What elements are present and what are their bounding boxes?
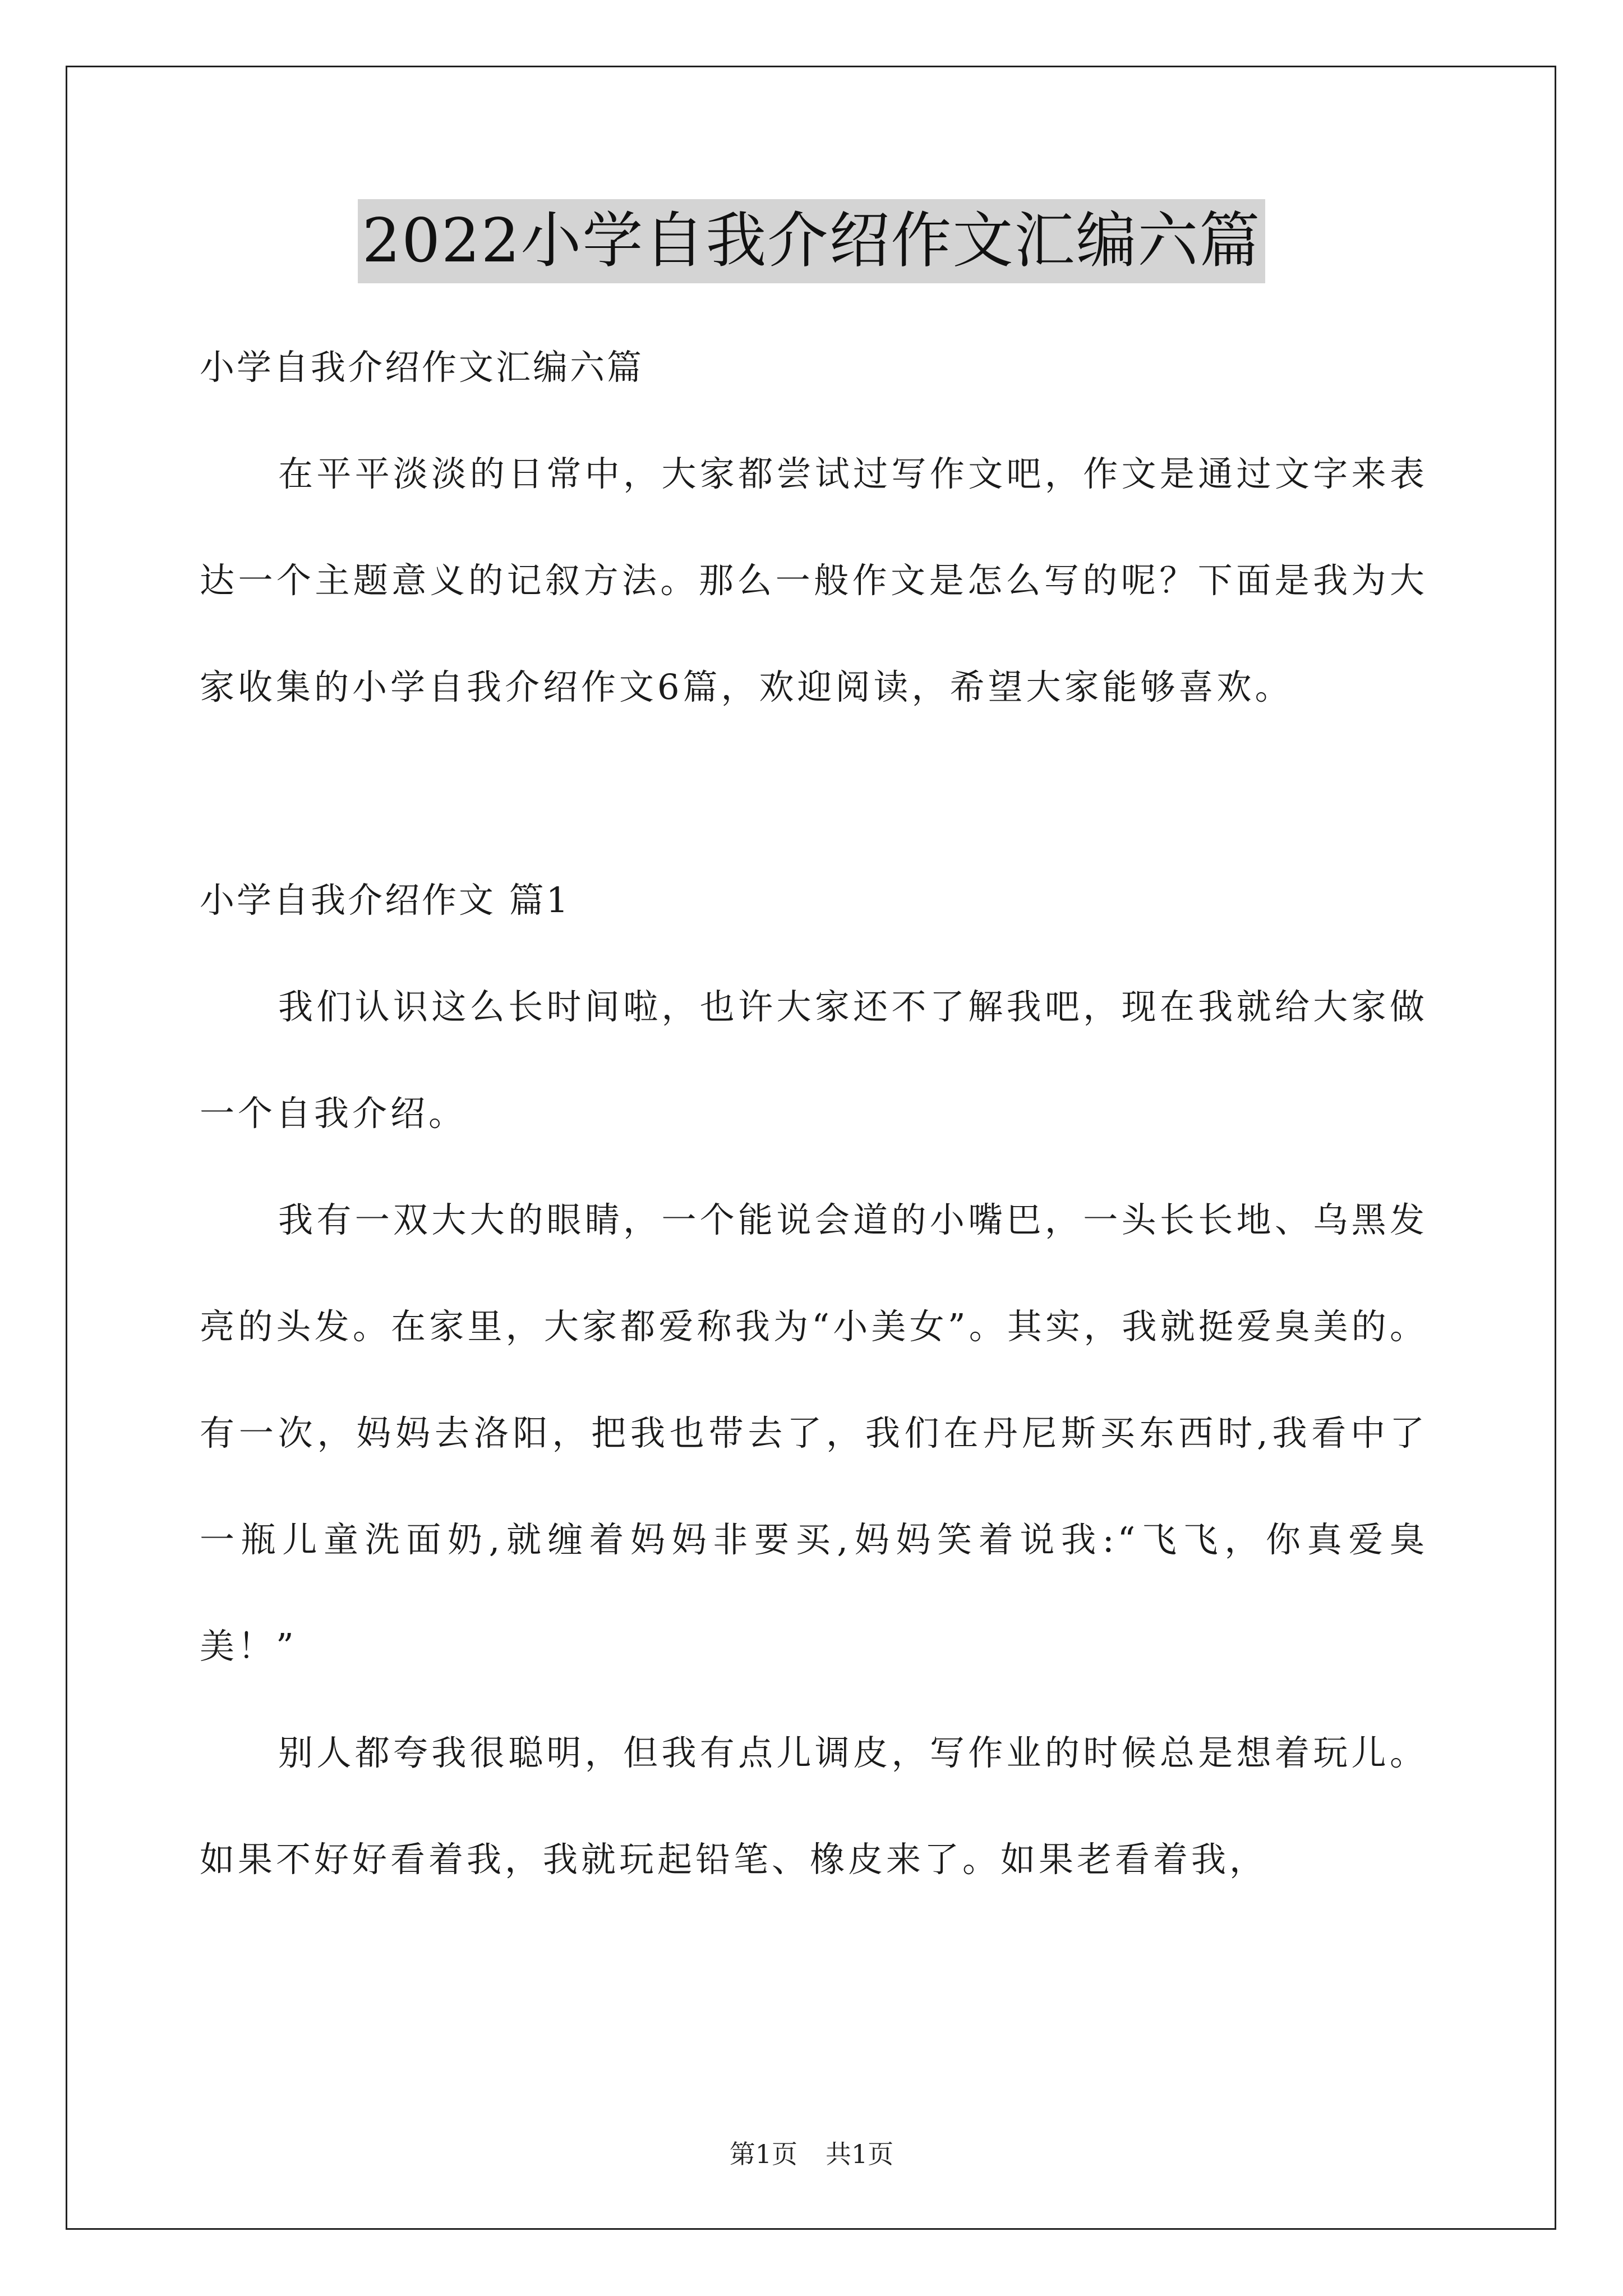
body-paragraph: 我们认识这么长时间啦，也许大家还不了解我吧，现在我就给大家做一个自我介绍。 <box>200 986 1428 1134</box>
section-spacer <box>200 740 1428 847</box>
document-subtitle: 小学自我介绍作文汇编六篇 <box>200 347 644 388</box>
page-number: 第1页 <box>729 2139 797 2169</box>
page-total: 共1页 <box>826 2139 894 2169</box>
body-paragraph: 我有一双大大的眼睛，一个能说会道的小嘴巴，一头长长地、乌黑发亮的头发。在家里，大家都爱称我为“小美女”。其实，我就挺爱臭美的。有一次，妈妈去洛阳，把我也带去了，我们在丹尼斯买东西时,我看中了一瓶儿童洗面奶,就缠着妈妈非要买,妈妈笑着说我:“飞飞，你真爱臭美！” <box>200 1199 1428 1667</box>
body-paragraph: 别人都夸我很聪明，但我有点儿调皮，写作业的时候总是想着玩儿。如果不好好看着我，我就玩起铅笔、橡皮来了。如果老看着我， <box>200 1732 1428 1880</box>
document-body <box>200 314 1428 1913</box>
title-container <box>0 199 1623 283</box>
page-footer <box>0 2137 1623 2171</box>
document-title: 2022小学自我介绍作文汇编六篇 <box>358 199 1266 283</box>
section-heading: 小学自我介绍作文 篇1 <box>200 880 571 921</box>
intro-paragraph: 在平平淡淡的日常中，大家都尝试过写作文吧，作文是通过文字来表达一个主题意义的记叙方法。那么一般作文是怎么写的呢？下面是我为大家收集的小学自我介绍作文6篇，欢迎阅读，希望大家能够喜欢。 <box>200 453 1428 707</box>
